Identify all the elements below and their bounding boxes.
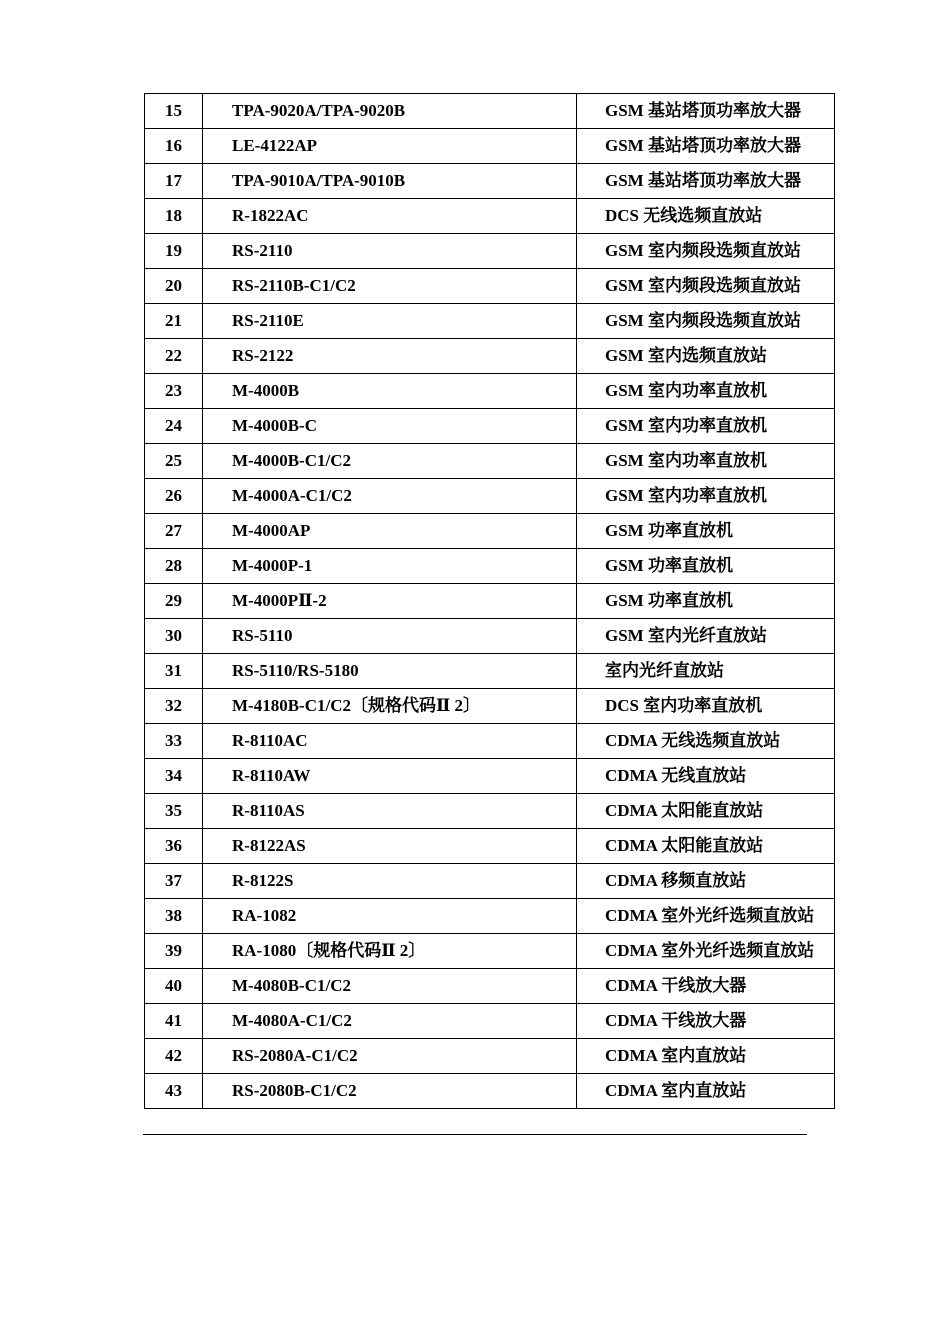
- model-cell: R-8110AW: [203, 759, 577, 794]
- description-cell: GSM 基站塔顶功率放大器: [577, 129, 835, 164]
- table-row: [145, 94, 835, 129]
- row-number-cell: 17: [145, 164, 203, 199]
- row-number-cell: 37: [145, 864, 203, 899]
- table-row: [145, 269, 835, 304]
- model-cell: RS-5110: [203, 619, 577, 654]
- row-number-cell: 22: [145, 339, 203, 374]
- row-number-cell: 24: [145, 409, 203, 444]
- model-cell: R-1822AC: [203, 199, 577, 234]
- model-cell: M-4080A-C1/C2: [203, 1004, 577, 1039]
- table-row: [145, 689, 835, 724]
- model-cell: RA-1080〔规格代码Ⅱ 2〕: [203, 934, 577, 969]
- table-row: [145, 759, 835, 794]
- table-row: [145, 479, 835, 514]
- description-cell: CDMA 无线选频直放站: [577, 724, 835, 759]
- table-row: [145, 1074, 835, 1109]
- description-cell: CDMA 室外光纤选频直放站: [577, 899, 835, 934]
- model-cell: RS-2110E: [203, 304, 577, 339]
- description-cell: GSM 室内功率直放机: [577, 444, 835, 479]
- row-number-cell: 15: [145, 94, 203, 129]
- row-number-cell: 33: [145, 724, 203, 759]
- table-row: [145, 654, 835, 689]
- row-number-cell: 21: [145, 304, 203, 339]
- model-cell: RS-2080A-C1/C2: [203, 1039, 577, 1074]
- row-number-cell: 16: [145, 129, 203, 164]
- model-cell: RA-1082: [203, 899, 577, 934]
- description-cell: CDMA 室内直放站: [577, 1039, 835, 1074]
- table-row: [145, 1004, 835, 1039]
- table-row: [145, 549, 835, 584]
- table-row: [145, 794, 835, 829]
- row-number-cell: 29: [145, 584, 203, 619]
- description-cell: CDMA 干线放大器: [577, 1004, 835, 1039]
- row-number-cell: 42: [145, 1039, 203, 1074]
- row-number-cell: 25: [145, 444, 203, 479]
- row-number-cell: 36: [145, 829, 203, 864]
- model-cell: R-8122S: [203, 864, 577, 899]
- description-cell: CDMA 室内直放站: [577, 1074, 835, 1109]
- table-row: [145, 584, 835, 619]
- model-cell: RS-2110B-C1/C2: [203, 269, 577, 304]
- model-cell: RS-2110: [203, 234, 577, 269]
- row-number-cell: 20: [145, 269, 203, 304]
- description-cell: DCS 无线选频直放站: [577, 199, 835, 234]
- model-cell: M-4180B-C1/C2〔规格代码Ⅱ 2〕: [203, 689, 577, 724]
- table-row: [145, 304, 835, 339]
- model-cell: M-4000AP: [203, 514, 577, 549]
- row-number-cell: 32: [145, 689, 203, 724]
- row-number-cell: 43: [145, 1074, 203, 1109]
- row-number-cell: 23: [145, 374, 203, 409]
- table-row: [145, 864, 835, 899]
- description-cell: GSM 功率直放机: [577, 549, 835, 584]
- table-row: [145, 409, 835, 444]
- table-row: [145, 514, 835, 549]
- description-cell: CDMA 太阳能直放站: [577, 794, 835, 829]
- model-cell: M-4080B-C1/C2: [203, 969, 577, 1004]
- description-cell: CDMA 无线直放站: [577, 759, 835, 794]
- table-row: [145, 199, 835, 234]
- row-number-cell: 30: [145, 619, 203, 654]
- description-cell: GSM 室内功率直放机: [577, 374, 835, 409]
- table-row: [145, 374, 835, 409]
- description-cell: GSM 室内功率直放机: [577, 479, 835, 514]
- model-cell: R-8110AC: [203, 724, 577, 759]
- table-row: [145, 234, 835, 269]
- model-cell: RS-2080B-C1/C2: [203, 1074, 577, 1109]
- row-number-cell: 38: [145, 899, 203, 934]
- equipment-table: [144, 93, 835, 1109]
- description-cell: GSM 室内频段选频直放站: [577, 304, 835, 339]
- table-row: [145, 164, 835, 199]
- model-cell: M-4000B-C1/C2: [203, 444, 577, 479]
- table-row: [145, 1039, 835, 1074]
- row-number-cell: 31: [145, 654, 203, 689]
- row-number-cell: 34: [145, 759, 203, 794]
- row-number-cell: 26: [145, 479, 203, 514]
- table-row: [145, 829, 835, 864]
- footer-divider: [143, 1134, 807, 1135]
- table-row: [145, 724, 835, 759]
- model-cell: M-4000PⅡ-2: [203, 584, 577, 619]
- equipment-table-body: [145, 94, 835, 1109]
- description-cell: GSM 功率直放机: [577, 584, 835, 619]
- row-number-cell: 41: [145, 1004, 203, 1039]
- row-number-cell: 27: [145, 514, 203, 549]
- model-cell: RS-5110/RS-5180: [203, 654, 577, 689]
- description-cell: GSM 基站塔顶功率放大器: [577, 164, 835, 199]
- table-row: [145, 129, 835, 164]
- row-number-cell: 18: [145, 199, 203, 234]
- table-row: [145, 619, 835, 654]
- description-cell: CDMA 移频直放站: [577, 864, 835, 899]
- table-row: [145, 899, 835, 934]
- description-cell: CDMA 室外光纤选频直放站: [577, 934, 835, 969]
- row-number-cell: 40: [145, 969, 203, 1004]
- row-number-cell: 19: [145, 234, 203, 269]
- description-cell: GSM 室内功率直放机: [577, 409, 835, 444]
- description-cell: GSM 基站塔顶功率放大器: [577, 94, 835, 129]
- description-cell: GSM 室内频段选频直放站: [577, 269, 835, 304]
- table-row: [145, 339, 835, 374]
- model-cell: M-4000A-C1/C2: [203, 479, 577, 514]
- description-cell: 室内光纤直放站: [577, 654, 835, 689]
- description-cell: GSM 室内选频直放站: [577, 339, 835, 374]
- model-cell: TPA-9010A/TPA-9010B: [203, 164, 577, 199]
- table-row: [145, 969, 835, 1004]
- model-cell: M-4000P-1: [203, 549, 577, 584]
- description-cell: GSM 功率直放机: [577, 514, 835, 549]
- description-cell: GSM 室内频段选频直放站: [577, 234, 835, 269]
- row-number-cell: 35: [145, 794, 203, 829]
- model-cell: M-4000B: [203, 374, 577, 409]
- table-row: [145, 444, 835, 479]
- row-number-cell: 39: [145, 934, 203, 969]
- description-cell: DCS 室内功率直放机: [577, 689, 835, 724]
- model-cell: LE-4122AP: [203, 129, 577, 164]
- model-cell: R-8122AS: [203, 829, 577, 864]
- row-number-cell: 28: [145, 549, 203, 584]
- description-cell: CDMA 干线放大器: [577, 969, 835, 1004]
- model-cell: M-4000B-C: [203, 409, 577, 444]
- model-cell: R-8110AS: [203, 794, 577, 829]
- description-cell: GSM 室内光纤直放站: [577, 619, 835, 654]
- table-row: [145, 934, 835, 969]
- model-cell: RS-2122: [203, 339, 577, 374]
- model-cell: TPA-9020A/TPA-9020B: [203, 94, 577, 129]
- description-cell: CDMA 太阳能直放站: [577, 829, 835, 864]
